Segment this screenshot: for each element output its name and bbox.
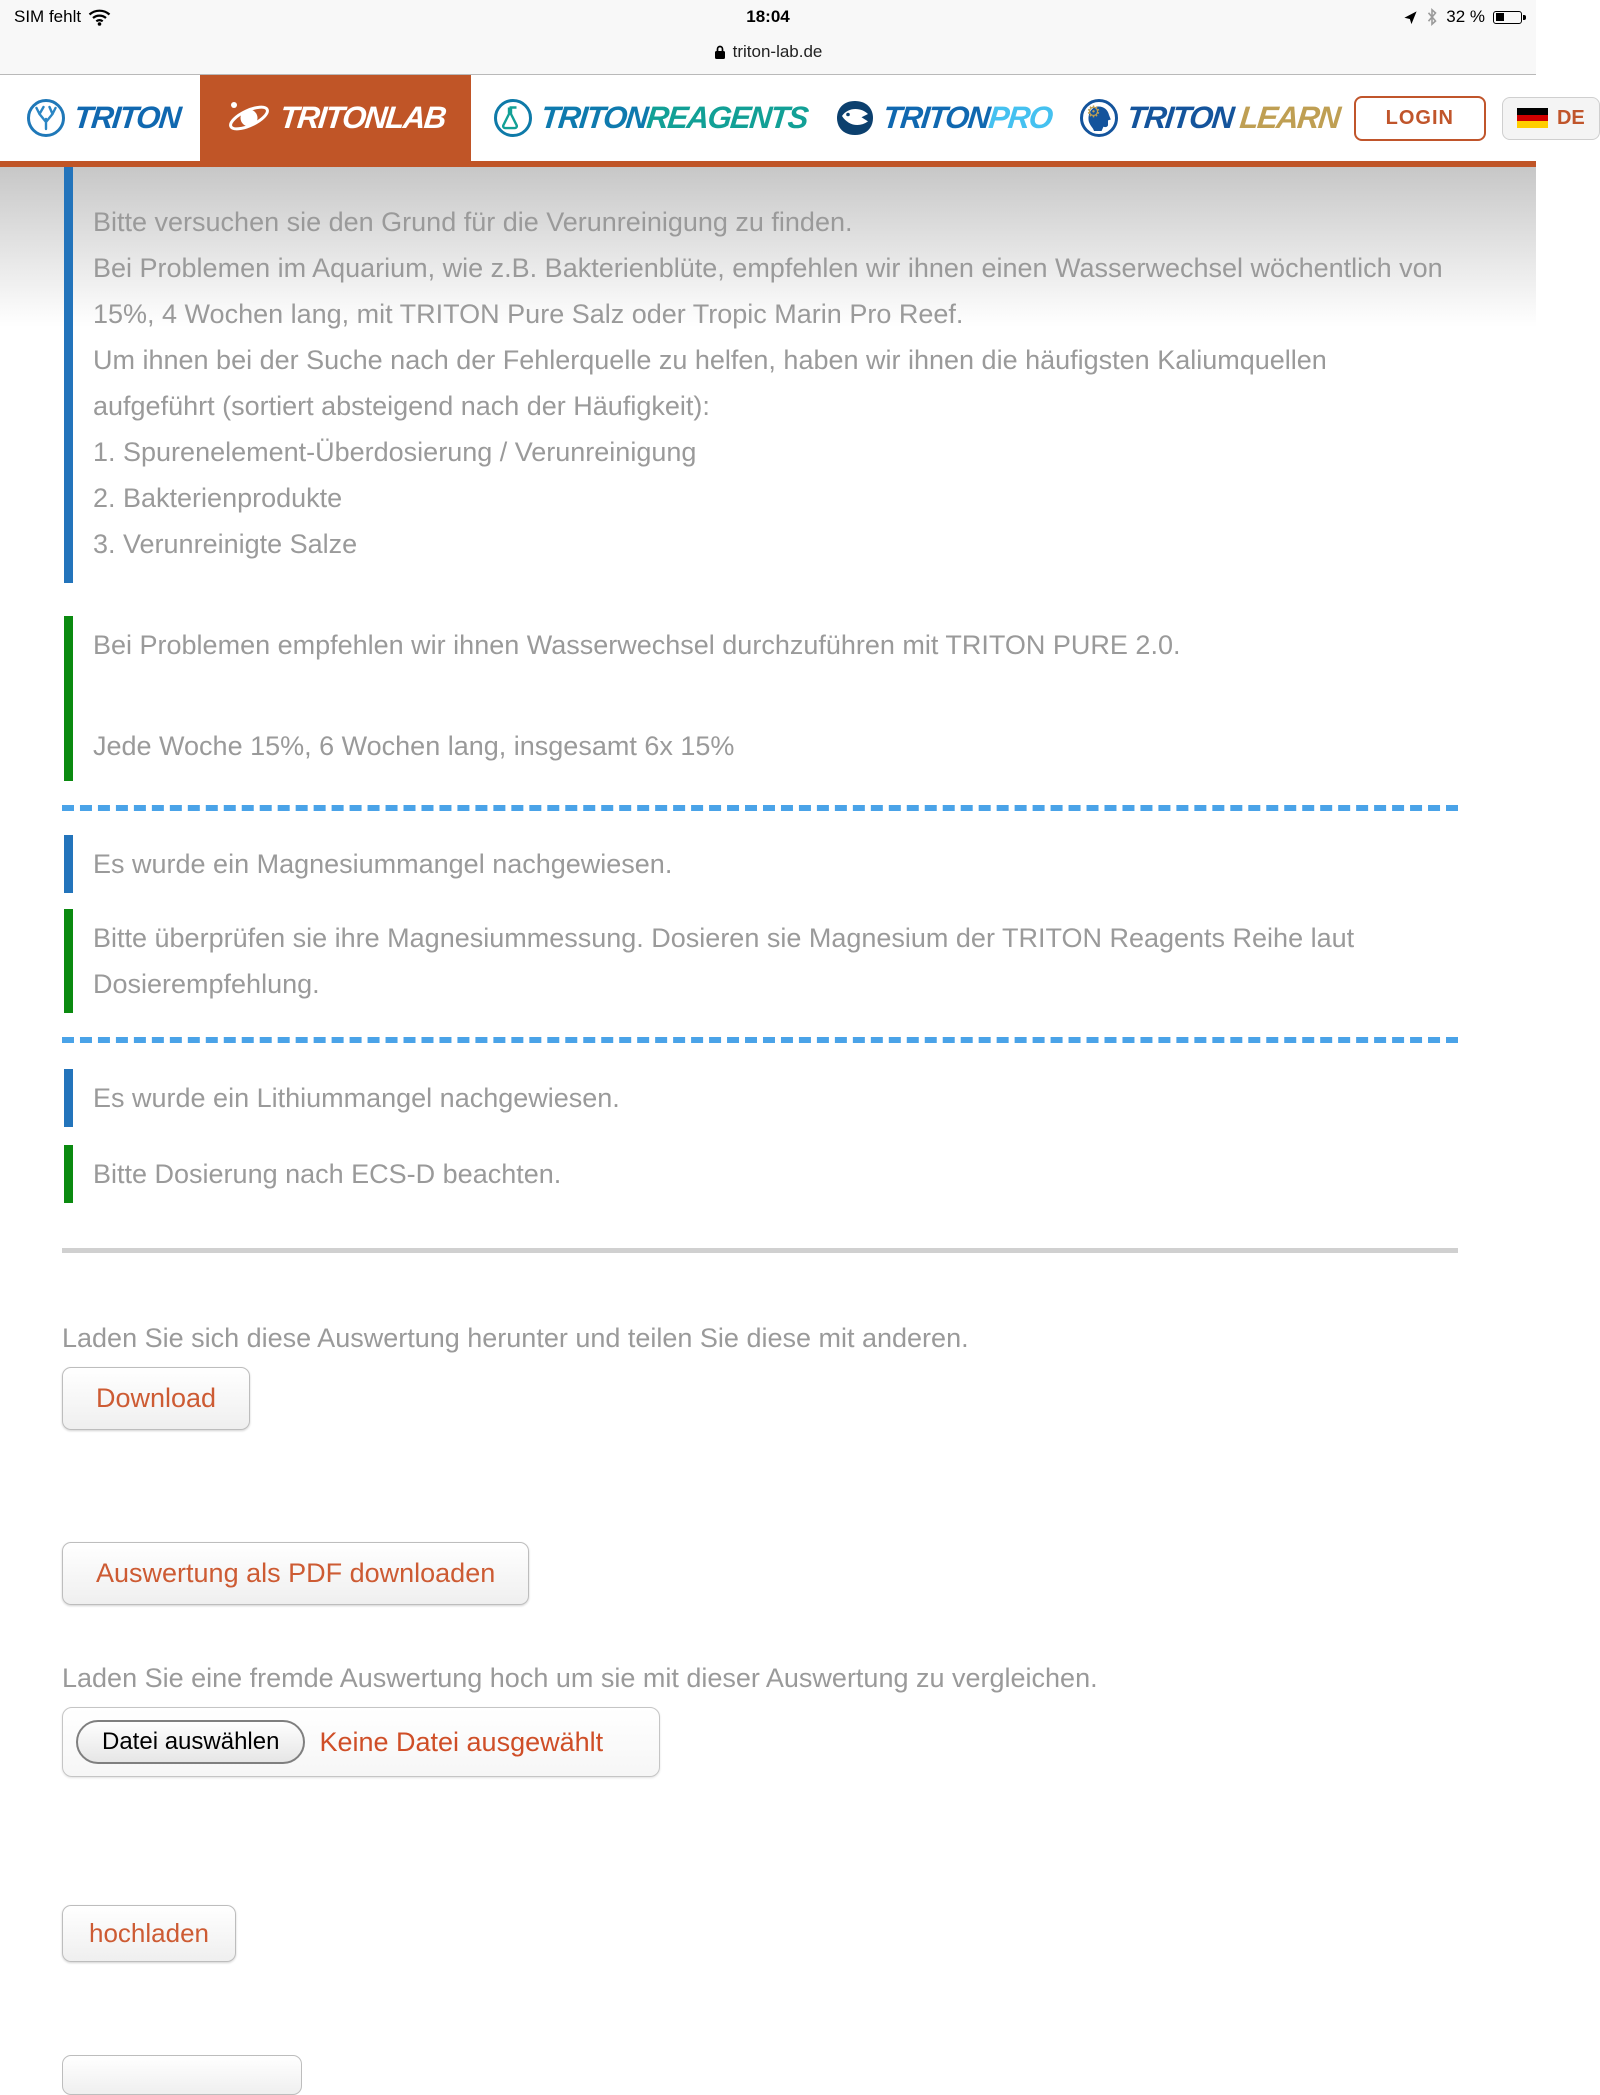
upload-intro-text: Laden Sie eine fremde Auswertung hoch um sie mit dieser Auswertung zu vergleichen. — [62, 1663, 1098, 1693]
download-pdf-button[interactable]: Auswertung als PDF downloaden — [62, 1542, 529, 1605]
brand-navigation — [0, 75, 1585, 167]
section-divider — [62, 1248, 1458, 1253]
clock: 18:04 — [746, 7, 790, 26]
brand-label-reagents-suffix: REAGENTS — [644, 100, 809, 135]
status-bar — [0, 0, 1536, 30]
finding-block-magnesium — [64, 835, 1458, 893]
upload-button[interactable]: hochladen — [62, 1905, 236, 1962]
login-button[interactable]: LOGIN — [1354, 96, 1486, 141]
top-bars — [0, 0, 1536, 75]
recommendation-block-lithium — [64, 1145, 1458, 1203]
brand-label-pro-word: TRITON — [881, 100, 991, 135]
fish-icon — [835, 100, 875, 136]
nav-item-triton[interactable] — [12, 75, 194, 161]
file-status-text: Keine Datei ausgewählt — [319, 1726, 604, 1757]
advisory-line: Bei Problemen im Aquarium, wie z.B. Bakterienblüte, empfehlen wir ihnen einen Wasserwechsel wöchentlich von 15%, 4 Wochen lang, mit TRITON Pure Salz oder Tropic Marin Pro Reef. — [93, 253, 1443, 329]
url-text: triton-lab.de — [732, 42, 823, 61]
finding-block-lithium — [64, 1069, 1458, 1127]
german-flag-icon — [1517, 108, 1548, 128]
recommendation-block-waterchange — [64, 616, 1458, 781]
recommendation-line: Bei Problemen empfehlen wir ihnen Wasserwechsel durchzuführen mit TRITON PURE 2.0. — [93, 630, 1181, 660]
location-arrow-icon — [1403, 10, 1418, 25]
advisory-list-item: 2. Bakterienprodukte — [93, 483, 343, 513]
wifi-icon — [88, 9, 111, 26]
advisory-line: Bitte versuchen sie den Grund für die Verunreinigung zu finden. — [93, 207, 853, 237]
language-label: DE — [1556, 106, 1585, 129]
recommendation-block-magnesium — [64, 909, 1458, 1013]
battery-icon — [1493, 11, 1522, 24]
finding-text: Es wurde ein Lithiummangel nachgewiesen. — [93, 1083, 620, 1113]
dashed-divider — [62, 1037, 1458, 1043]
brand-label-tritonlab-suffix: LAB — [383, 100, 447, 135]
nav-item-tritonlab-active[interactable] — [200, 75, 471, 161]
flask-icon — [493, 98, 533, 138]
language-selector[interactable] — [1502, 97, 1600, 140]
choose-file-button[interactable]: Datei auswählen — [76, 1720, 305, 1764]
partially-visible-button[interactable] — [62, 2055, 302, 2095]
brand-label-tritonlab: TRITON — [278, 100, 388, 135]
page-content — [0, 167, 1536, 2095]
download-button[interactable]: Download — [62, 1367, 250, 1430]
download-intro-text: Laden Sie sich diese Auswertung herunter und teilen Sie diese mit anderen. — [62, 1323, 969, 1353]
brand-label-learn-suffix: LEARN — [1238, 100, 1342, 135]
finding-text: Es wurde ein Magnesiummangel nachgewiesen. — [93, 849, 673, 879]
advisory-list-item: 3. Verunreinigte Salze — [93, 529, 358, 559]
advisory-list-item: 1. Spurenelement-Überdosierung / Verunreinigung — [93, 437, 697, 467]
carrier-label: SIM fehlt — [14, 7, 82, 26]
advisory-block-contamination — [64, 167, 1458, 583]
nav-item-triton-pro[interactable] — [821, 75, 1066, 161]
address-bar[interactable] — [0, 30, 1536, 74]
dashed-divider — [62, 805, 1458, 811]
nav-item-triton-reagents[interactable] — [479, 75, 821, 161]
coral-icon — [26, 98, 66, 138]
bluetooth-icon — [1426, 8, 1438, 26]
atom-icon — [226, 98, 272, 138]
advisory-line: Um ihnen bei der Suche nach der Fehlerquelle zu helfen, haben wir ihnen die häufigsten Kaliumquellen aufgeführt (sortiert absteigend nach der Häufigkeit): — [93, 345, 1327, 421]
file-input[interactable] — [62, 1707, 660, 1777]
brand-label-reagents-word: TRITON — [539, 100, 649, 135]
battery-percent-label: 32 % — [1446, 7, 1485, 26]
lock-icon — [714, 44, 726, 60]
recommendation-text: Bitte Dosierung nach ECS-D beachten. — [93, 1159, 562, 1189]
recommendation-line: Jede Woche 15%, 6 Wochen lang, insgesamt 6x 15% — [93, 731, 735, 761]
brand-label-learn-word: TRITON — [1125, 100, 1236, 135]
gear-icon: ⚙ — [1086, 102, 1101, 121]
recommendation-text: Bitte überprüfen sie ihre Magnesiummessung. Dosieren sie Magnesium der TRITON Reagents Reihe laut Dosierempfehlung. — [93, 923, 1355, 999]
nav-item-triton-learn[interactable] — [1065, 75, 1353, 161]
brand-label-triton: TRITON — [72, 100, 182, 135]
brand-label-pro-suffix: PRO — [986, 100, 1054, 135]
